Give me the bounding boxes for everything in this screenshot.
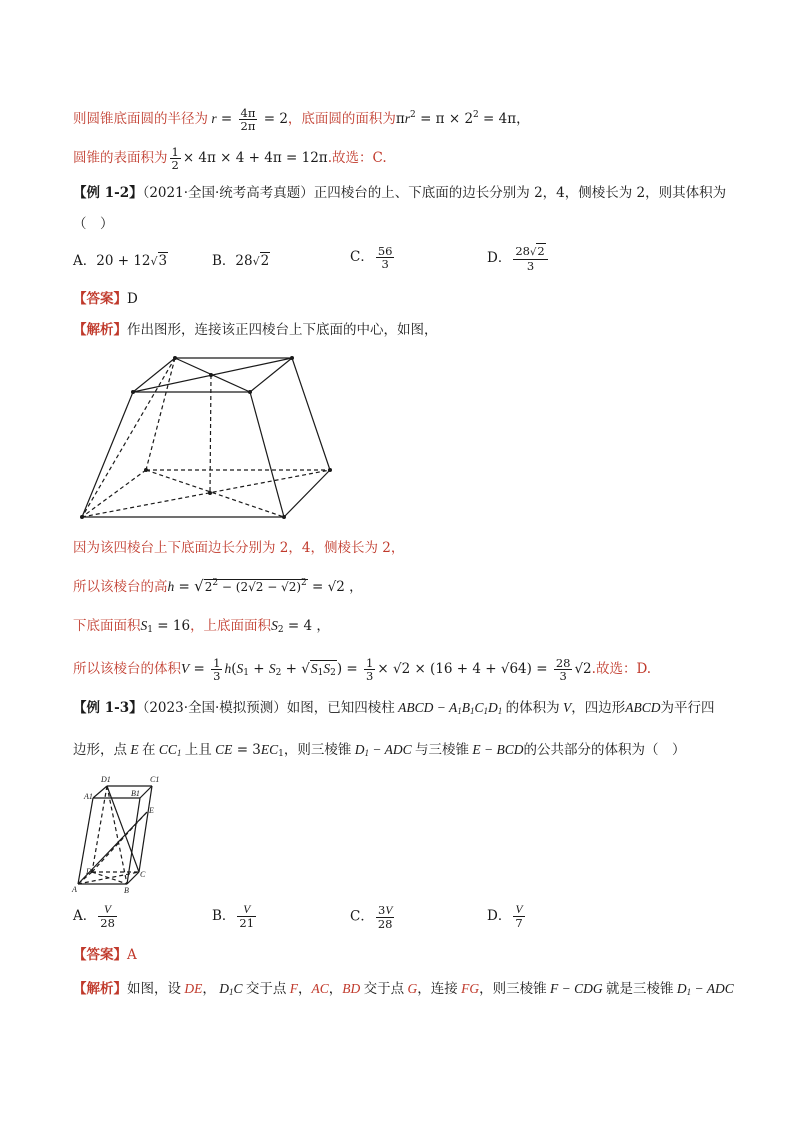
example-tag: 【例 1-3】 (73, 700, 143, 716)
example-source: （2021·全国·统考高考真题） (142, 185, 314, 201)
text-segment: .故选：C. (327, 150, 387, 166)
text-segment: ，上底面面积 (190, 618, 272, 634)
answer-tag: 【答案】 (73, 291, 127, 307)
answer-value: A (127, 947, 137, 963)
text-segment: 下底面面积 (73, 618, 141, 634)
analysis-text: 如图，设 (127, 981, 181, 997)
example-tag: 【例 1-2】 (73, 185, 143, 201)
option-label: C． (350, 249, 374, 265)
option-label: C． (350, 908, 374, 925)
text-segment: ，底面圆的面积为 (287, 111, 396, 127)
svg-text:D: D (86, 867, 92, 876)
option-c: C． $\frac{56}{3}$ (350, 244, 393, 271)
example-text: 上且 (184, 742, 212, 758)
analysis-text: ，连接 (417, 981, 458, 997)
svg-text:D1: D1 (101, 775, 111, 784)
svg-text:C1: C1 (150, 775, 160, 784)
answer-paren: （ ） (73, 216, 114, 232)
example-text: ，则三棱锥 (283, 742, 352, 758)
text-segment: 圆锥的表面积为 (73, 150, 168, 166)
example-text: 边形，点 (73, 742, 127, 758)
text-line: 则圆锥底面圆的半径为 r = $\frac{4\pi}{2\pi}$ = 2，底面圆的面积为$\pi r^2 = \pi \times 2^2 = 4\pi$， (73, 106, 530, 133)
text-line: 所以该棱台的高$h = √2^2 - (2√2 - √2)^2 = √2$ ， (73, 577, 363, 595)
svg-text:B1: B1 (131, 789, 140, 798)
analysis-tag: 【解析】 (73, 981, 127, 997)
example-source: （2023·全国·模拟预测） (142, 700, 287, 716)
answer-line (73, 946, 137, 964)
option-d: D． $\frac{V}{7}$ (487, 904, 523, 930)
math: $\pi r^2 = \pi \times 2^2 = 4\pi$ (395, 110, 517, 127)
example-1-3-line-1: 【例 1-3】（2023·全国·模拟预测）如图，已知四棱柱 ABCD − $A_1B_1C_1D_1$ 的体积为 V，四边形ABCD为平行四 (73, 700, 715, 716)
math: r (208, 111, 217, 126)
option-label: B． (212, 253, 236, 269)
text-segment: .故选：D. (591, 661, 652, 677)
option-a: A． $\frac{V}{28}$ (73, 904, 115, 930)
analysis-text: ，则三棱锥 (479, 981, 547, 997)
fraction: $\frac{4\pi}{2\pi}$ (240, 106, 256, 133)
text-segment: 因为该四棱台上下底面边长分别为 2，4，侧棱长为 2， (73, 540, 405, 556)
svg-text:A: A (72, 885, 77, 894)
svg-text:C: C (140, 870, 146, 879)
svg-text:B: B (124, 886, 129, 895)
analysis-text: 作出图形，连接该正四棱台上下底面的中心，如图， (127, 322, 438, 338)
svg-text:E: E (149, 806, 154, 815)
option-label: A． (73, 253, 97, 269)
analysis-text: 交于点 (363, 981, 405, 997)
example-text: 的体积为 (505, 700, 560, 716)
example-1-3-line-2: 边形，点 E 在 $CC_1$ 上且 CE = $3EC_1$，则三棱锥 $D_1$ − ADC 与三棱锥 E − BCD的公共部分的体积为（ ） (73, 742, 686, 759)
analysis-text: 就是三棱锥 (606, 981, 674, 997)
text-line (73, 539, 404, 557)
example-text: 为平行四 (660, 700, 715, 716)
text-line: 下底面面积$S_1 = 16$，上底面面积$S_2 = 4$ ， (73, 618, 330, 635)
option-label: B． (212, 908, 236, 924)
text-line: 所以该棱台的体积V = $\frac{1}{3}$ $h(S_1 + S_2 + √S_1S_2)$ = $\frac{1}{3}$ × √2 × (16 + 4 + √64) = $\frac{28}{3}$ √2.故选：D. (73, 656, 652, 683)
option-a: A．20 + 12√3 (73, 253, 168, 269)
svg-text:A1: A1 (84, 792, 93, 801)
example-text: ，四边形 (571, 700, 626, 716)
example-text: 如图，已知四棱柱 (286, 700, 395, 716)
text-line: 圆锥的表面积为 $\frac{1}{2}$ × 4π × 4 + 4π = 12π.故选：C. (73, 145, 387, 172)
text-segment: 所以该棱台的高 (73, 579, 168, 595)
analysis-line: 【解析】如图，设 DE， $D_1C$ 交于点 F，AC，BD 交于点 G，连接 FG，则三棱锥 F − CDG 就是三棱锥 $D_1$ − ADC (73, 981, 734, 997)
analysis-tag: 【解析】 (73, 322, 127, 338)
example-text: 与三棱锥 (415, 742, 470, 758)
option-d: D． $\frac{28√2}{3}$ (487, 245, 550, 272)
option-label: D． (487, 250, 512, 266)
option-label: D． (487, 908, 512, 924)
text-segment: 则圆锥底面圆的半径为 (73, 111, 208, 127)
example-text: 的公共部分的体积为（ ） (523, 742, 686, 758)
fraction: $\frac{1}{2}$ (171, 145, 179, 172)
example-text: 正四棱台的上、下底面的边长分别为 2，4，侧棱长为 2，则其体积为 (313, 185, 727, 201)
option-b: B． $\frac{V}{21}$ (212, 904, 255, 930)
analysis-text: 交于点 (245, 981, 287, 997)
answer-value: D (127, 291, 138, 307)
prism-figure (71, 775, 159, 895)
text-segment: 所以该棱台的体积 (73, 661, 181, 677)
option-b: B．28√2 (212, 253, 270, 269)
example-text: 在 (142, 742, 156, 758)
option-label: A． (73, 908, 97, 924)
option-c: C． $\frac{3V}{28}$ (350, 903, 393, 931)
answer-tag: 【答案】 (73, 947, 127, 963)
